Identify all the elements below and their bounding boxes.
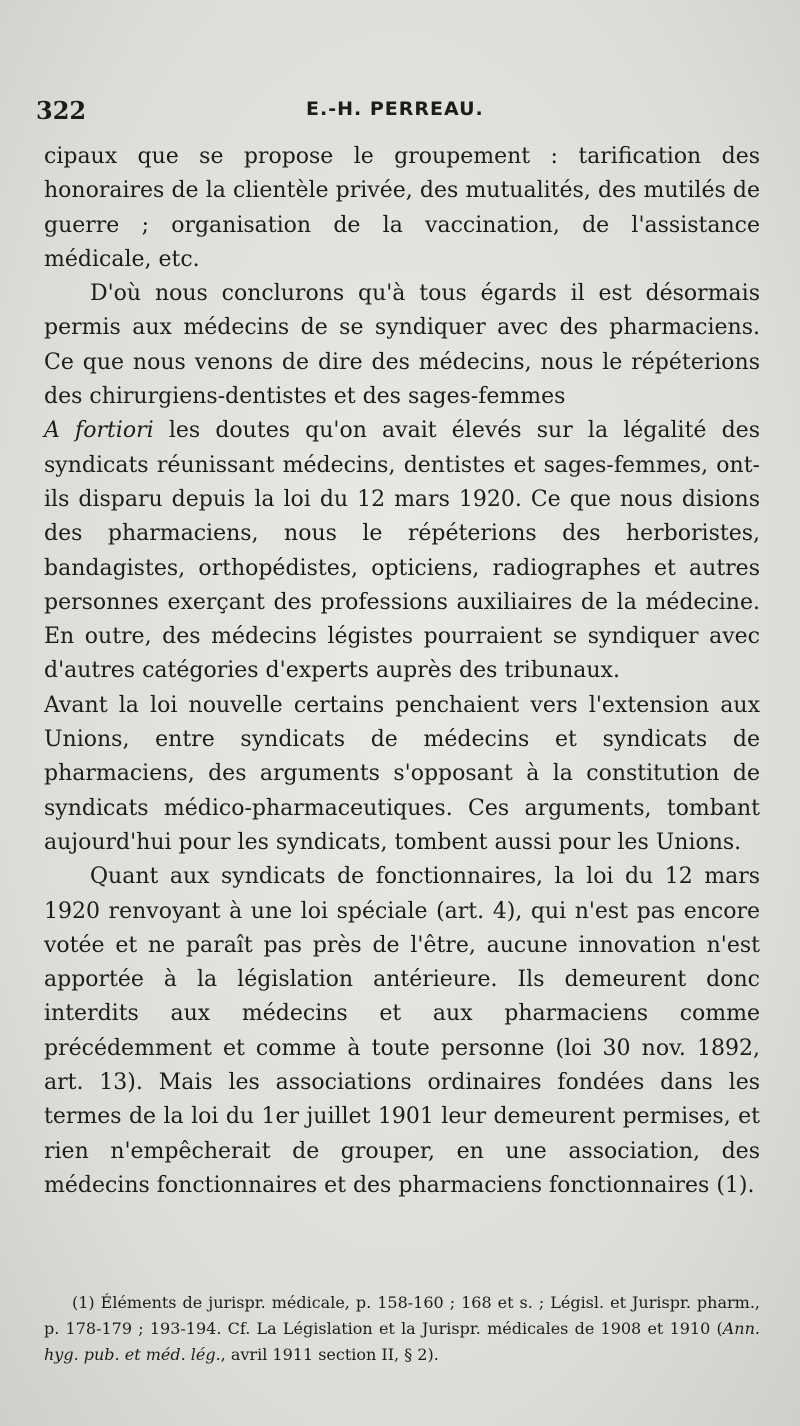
paragraph-1: cipaux que se propose le groupement : tarification des honoraires de la clientèle privée, des mutualités, des mutilés de guerre ; organisation de la vaccination, de l'assistance médicale, etc. [44,144,760,272]
footnotes [44,1290,760,1368]
body-text [44,140,760,1203]
footnote-1-italic: Ann. hyg. pub. et méd. lég. [44,1319,760,1364]
paragraph-3 [44,414,760,688]
footnote-1-part2: , avril 1911 section II, § 2). [220,1345,439,1364]
paragraph-5: Quant aux syndicats de fonctionnaires, la loi du 12 mars 1920 renvoyant à une loi spéciale (art. 4), qui n'est pas encore votée et ne paraît pas près de l'être, aucune innovation n'est apportée à la législation antérieure. Ils demeurent donc interdits aux médecins et aux pharmaciens comme précédemment et comme à toute personne (loi 30 nov. 1892, art. 13). Mais les associations ordinaires fondées dans les termes de la loi du 1er juillet 1901 leur demeurent permises, et rien n'empêcherait de grouper, en une association, des médecins fonctionnaires et des pharmaciens fonctionnaires (1). [44,864,760,1198]
footnote-1-part1: (1) Éléments de jurispr. médicale, p. 158-160 ; 168 et s. ; Législ. et Jurispr. pharm., p. 178-179 ; 193-194. Cf. La Législation et la Jurispr. médicales de 1908 et 1910 ( [44,1293,760,1338]
page-number: 322 [36,96,87,125]
italic-phrase: A fortiori [44,418,154,444]
page-header [36,96,766,132]
footnote-1 [44,1290,760,1368]
running-head: E.-H. PERREAU. [306,98,484,120]
paragraph-2: D'où nous conclurons qu'à tous égards il est désormais permis aux médecins de se syndiquer avec des pharmaciens. Ce que nous venons de dire des médecins, nous le répéterions des chirurgiens-dentistes et des sages-femmes [44,281,760,410]
paragraph-3-text: les doutes qu'on avait élevés sur la légalité des syndicats réunissant médecins, dentistes et sages-femmes, ont-ils disparu depuis la loi du 12 mars 1920. Ce que nous disions des pharmaciens, nous le répéterions des herboristes, bandagistes, orthopédistes, opticiens, radiographes et autres personnes exerçant des professions auxiliaires de la médecine. En outre, des médecins légistes pourraient se syndiquer avec d'autres catégories d'experts auprès des tribunaux. [44,418,760,684]
paragraph-4: Avant la loi nouvelle certains penchaient vers l'extension aux Unions, entre syndicats de médecins et syndicats de pharmaciens, des arguments s'opposant à la constitution de syndicats médico-pharmaceutiques. Ces arguments, tombant aujourd'hui pour les syndicats, tombent aussi pour les Unions. [44,692,760,855]
